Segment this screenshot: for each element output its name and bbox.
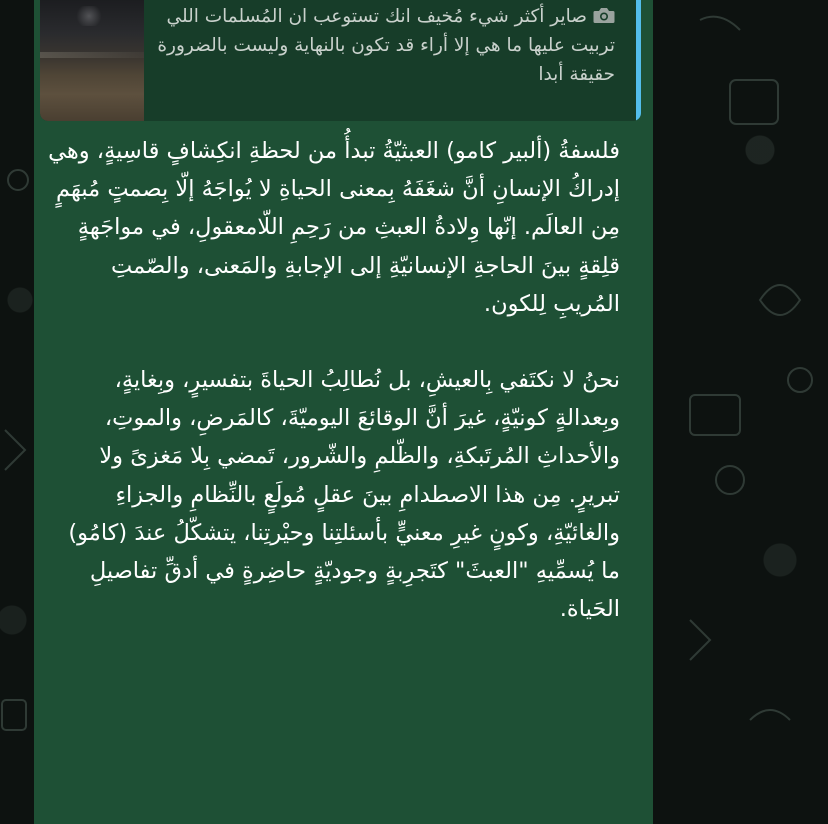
quoted-reply[interactable] <box>40 0 641 121</box>
quoted-text <box>145 2 615 89</box>
message-paragraph-1: فلسفةُ (ألبير كامو) العبثيّةُ تبدأُ من لحظةِ انكِشافٍ قاسِيةٍ، وهي إدراكُ الإنسانِ أنَّ شغَفَهُ بِمعنى الحياةِ لا يُواجَهُ إلّا بِصمتٍ مُبهَمٍ مِن العالَم. إنّها وِلادةُ العبثِ من رَحِمِ اللّامعقولِ، في مواجَهةٍ قلِقةٍ بينَ الحاجةِ الإنسانيّةِ إلى الإجابةِ والمَعنى، والصّمتِ المُريبِ لِلكون. <box>48 138 620 317</box>
quoted-text-content: صاير أكثر شيء مُخيف انك تستوعب ان المُسلمات اللي تربيت عليها ما هي إلا أراء قد تكون بالنهاية وليست بالضرورة حقيقة أبدا <box>157 6 615 85</box>
message-paragraph-2: نحنُ لا نكتَفي بِالعيشِ، بل نُطالِبُ الحياةَ بتفسيرٍ، وبِغايةٍ، وبِعدالةٍ كونيّةٍ، غيرَ أنَّ الوقائعَ اليوميّةَ، كالمَرضِ، والموتِ، والأحداثِ المُرتَبكةِ، والظّلمِ والشّرور، تَمضي بِلا مَغزىً ولا تبريرٍ. مِن هذا الاصطدامِ بينَ عقلٍ مُولَعٍ بالنِّظامِ والجزاءِ والغائيّةِ، وكونٍ غيرِ معنيٍّ بأسئلتِنا وحيْرتِنا، يتشكّلُ عندَ (كامُو) ما يُسمِّيهِ "العبثَ" كتَجرِبةٍ وجوديّةٍ حاضِرةٍ في أدقِّ تفاصيلِ الحَياة. <box>68 367 620 623</box>
quote-accent-bar <box>636 0 641 121</box>
quoted-photo-thumbnail <box>40 0 144 121</box>
message-bubble[interactable] <box>34 0 653 824</box>
camera-icon <box>593 7 615 24</box>
message-text <box>34 132 620 628</box>
